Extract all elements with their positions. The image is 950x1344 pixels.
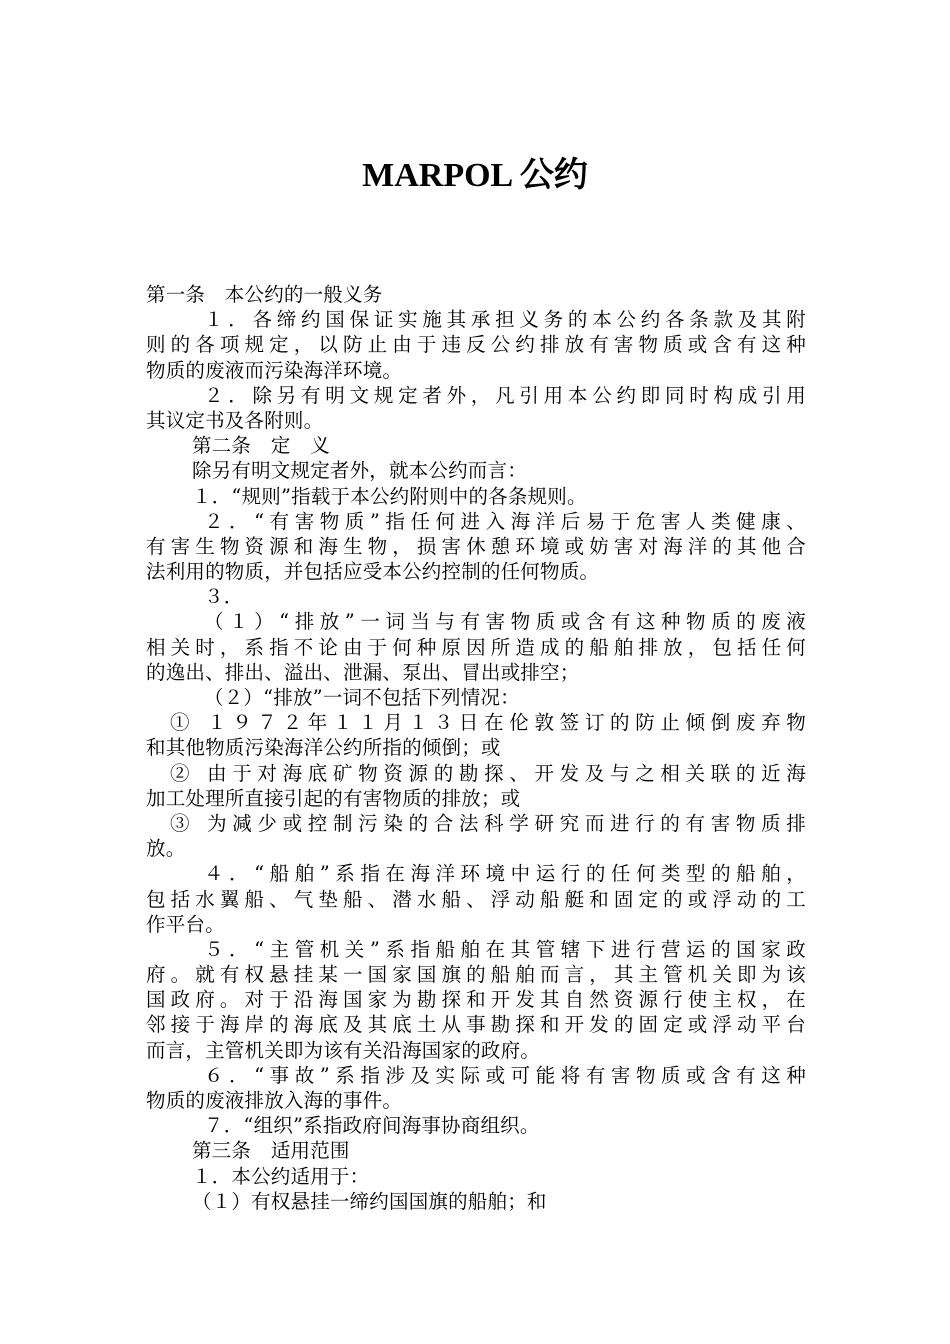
paragraph-line: 法利用的物质，并包括应受本公约控制的任何物质。 — [146, 560, 600, 584]
paragraph-line: １．本公约适用于： — [192, 1164, 370, 1188]
paragraph-line: 除另有明文规定者外，就本公约而言： — [192, 459, 527, 483]
document-body — [146, 282, 806, 1214]
paragraph-line: ６．“事故”系指涉及实际或可能将有害物质或含有这种 — [204, 1063, 806, 1087]
paragraph-line: 府。就有权悬挂某一国家国旗的船舶而言，其主管机关即为该 — [146, 963, 806, 987]
paragraph-line: ７．“组织”系指政府间海事协商组织。 — [204, 1114, 540, 1138]
paragraph-line: 相关时，系指不论由于何种原因所造成的船舶排放，包括任何 — [146, 635, 806, 659]
paragraph-line: 其议定书及各附则。 — [146, 408, 324, 432]
paragraph-line: （１）“排放”一词当与有害物质或含有这种物质的废液 — [204, 610, 806, 634]
article-1-heading: 第一条 本公约的一般义务 — [146, 283, 383, 306]
paragraph-line: ③ 为减少或控制污染的合法科学研究而进行的有害物质排 — [170, 811, 806, 835]
paragraph-line: ① １９７２年１１月１３日在伦敦签订的防止倾倒废弃物 — [170, 711, 806, 735]
paragraph-line: （１）有权悬挂一缔约国国旗的船舶；和 — [192, 1189, 547, 1213]
paragraph-line: 国政府。对于沿海国家为勘探和开发其自然资源行使主权，在 — [146, 988, 806, 1012]
paragraph-line: １．各缔约国保证实施其承担义务的本公约各条款及其附 — [204, 308, 806, 332]
paragraph-line: 物质的废液而污染海洋环境。 — [146, 358, 403, 382]
paragraph-line: 放。 — [146, 837, 186, 861]
paragraph-line: 包括水翼船、气垫船、潜水船、浮动船艇和固定的或浮动的工 — [146, 887, 806, 911]
paragraph-line: 作平台。 — [146, 912, 225, 936]
paragraph-line: ５．“主管机关”系指船舶在其管辖下进行营运的国家政 — [204, 937, 806, 961]
article-3-heading: 第三条 适用范围 — [192, 1139, 350, 1163]
paragraph-line: ２．除另有明文规定者外，凡引用本公约即同时构成引用 — [204, 383, 806, 407]
article-2-heading: 第二条 定 义 — [192, 434, 330, 458]
document-title: MARPOL 公约 — [362, 157, 588, 194]
paragraph-line: 邻接于海岸的海底及其底土从事勘探和开发的固定或浮动平台 — [146, 1013, 806, 1037]
paragraph-line: １．“规则”指载于本公约附则中的各条规则。 — [192, 484, 587, 508]
paragraph-line: ４．“船舶”系指在海洋环境中运行的任何类型的船舶， — [204, 862, 806, 886]
paragraph-line: ３． — [204, 585, 244, 609]
paragraph-line: 的逸出、排出、溢出、泄漏、泵出、冒出或排空； — [146, 660, 580, 684]
paragraph-line: 加工处理所直接引起的有害物质的排放；或 — [146, 786, 521, 810]
paragraph-line: 有害生物资源和海生物，损害休憩环境或妨害对海洋的其他合 — [146, 534, 806, 558]
paragraph-line: 而言，主管机关即为该有关沿海国家的政府。 — [146, 1038, 541, 1062]
paragraph-line: ２．“有害物质”指任何进入海洋后易于危害人类健康、 — [204, 509, 806, 533]
paragraph-line: 和其他物质污染海洋公约所指的倾倒；或 — [146, 736, 501, 760]
paragraph-line: ② 由于对海底矿物资源的勘探、开发及与之相关联的近海 — [170, 761, 806, 785]
paragraph-line: 物质的废液排放入海的事件。 — [146, 1089, 403, 1112]
paragraph-line: 则的各项规定，以防止由于违反公约排放有害物质或含有这种 — [146, 333, 806, 357]
paragraph-line: （２）“排放”一词不包括下列情况： — [204, 686, 520, 709]
